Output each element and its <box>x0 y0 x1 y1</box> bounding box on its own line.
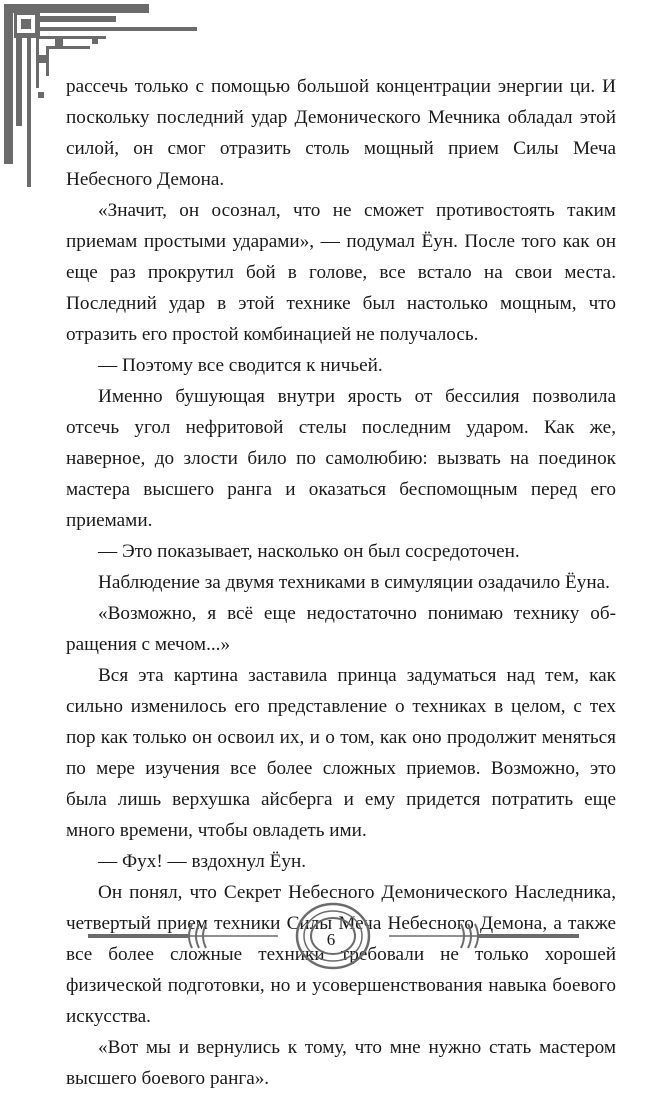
paragraph: — Поэтому все сводится к ничьей. <box>98 355 383 376</box>
paragraph: Он понял, что Секрет Небесного Демонического Наследника, четвертый прием техники Силы Меча Небесного Демона, а также все более сложные техники требовали не только хорошей физической подготовки, но и усовершенствования навыка боевого искусства. <box>66 882 616 1027</box>
paragraph: «Значит, он осознал, что не сможет противостоять таким приемам простыми ударами», — подумал Ёун. После того как он еще раз прокрутил бой в голове, все встало на свои места. Последний удар в этой технике был настолько мощным, что отразить его простой комбинацией не получалось. <box>66 200 616 345</box>
paragraph: — Фух! — вздохнул Ёун. <box>98 851 307 872</box>
paragraph: Именно бушующая внутри ярость от бессилия позволила отсечь угол нефритовой стелы последним ударом. Как же, наверное, до злости било по самолюбию: вызвать на поединок мастера высшего ранга и оказаться беспомощным перед его приемами. <box>66 386 616 531</box>
paragraph: «Возможно, я всё еще недостаточно понимаю технику обращения с мечом...» <box>66 603 616 655</box>
paragraph: — Это показывает, насколько он был сосредоточен. <box>98 541 520 562</box>
paragraph: Вся эта картина заставила принца задуматься над тем, как сильно изменилось его представление о техниках в целом, с тех пор как только он освоил их, и о том, как оно продолжит меняться по мере изучения все более сложных приемов. Возможно, это была лишь верхушка айсберга и ему придется потратить еще много времени, чтобы овладеть ими. <box>66 665 616 841</box>
paragraph: Наблюдение за двумя техниками в симуляции озадачило Ёуна. <box>98 572 610 593</box>
paragraph: рассечь только с помощью большой концентрации энергии ци. И поскольку последний удар Демонического Мечника обладал этой силой, он смог отразить столь мощный прием Силы Меча Небесного Демона. <box>66 76 616 190</box>
page-number: 6 <box>326 930 336 949</box>
paragraph: «Вот мы и вернулись к тому, что мне нужно стать мастером высшего боевого ранга». <box>66 1037 616 1089</box>
